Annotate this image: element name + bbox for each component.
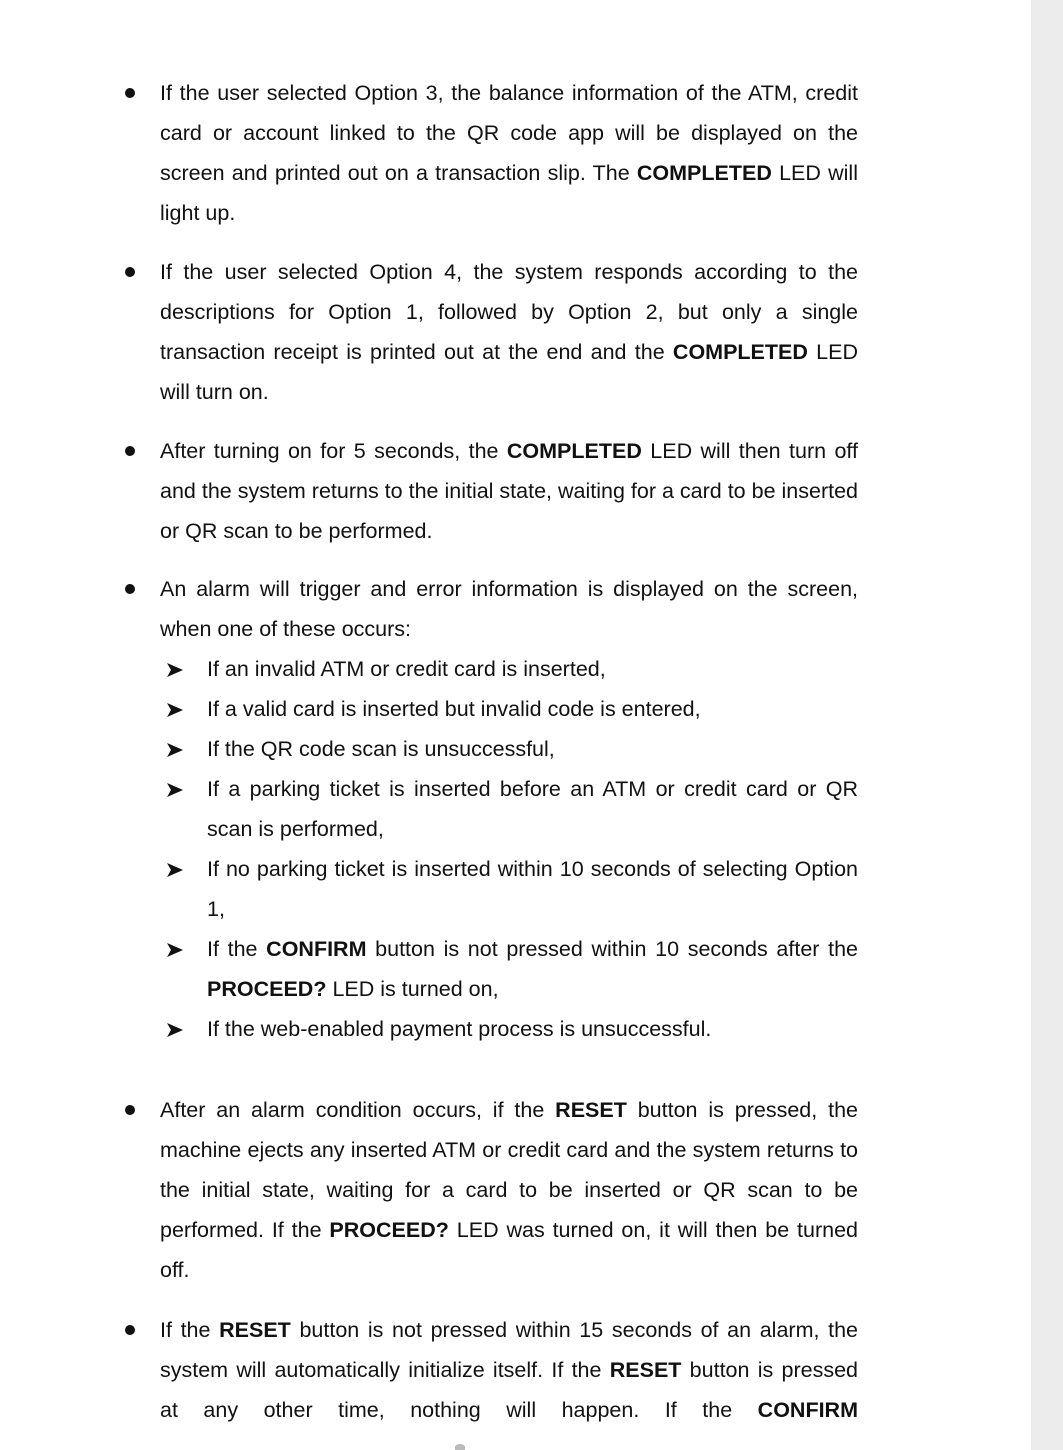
- alarm-condition-item: [207, 649, 858, 689]
- bold-term: CONFIRM: [757, 1398, 858, 1422]
- alarm-condition-item: [207, 689, 858, 729]
- bullet-text: If the user selected Option 3, the balance information of the ATM, credit card or account linked to the QR code app will be displayed on the screen and printed out on a transaction slip. The: [160, 81, 858, 185]
- bullet-dot: [125, 267, 135, 277]
- bullet-text: button is pressed, the machine ejects any inserted ATM or credit card and the system returns to the initial state, waiting for a card to be inserted or QR scan to be performed. If the: [160, 1098, 858, 1242]
- arrow-bullet-icon: [166, 741, 184, 759]
- bold-term: PROCEED?: [329, 1218, 449, 1242]
- alarm-condition-text: If no parking ticket is inserted within 10 seconds of selecting Option 1,: [207, 857, 858, 921]
- bullet-dot: [125, 1325, 135, 1335]
- bullet-option-3: [160, 73, 858, 233]
- alarm-condition-text: If a valid card is inserted but invalid code is entered,: [207, 697, 701, 721]
- bold-term: CONFIRM: [266, 937, 367, 961]
- bullet-dot: [125, 1105, 135, 1115]
- bullet-reset-timeout: [160, 1310, 858, 1430]
- alarm-condition-text: button is not pressed within 10 seconds after the: [366, 937, 858, 961]
- bullet-completed-timeout: [160, 431, 858, 551]
- bullet-text: button is pressed at any other time, nothing will happen. If the: [160, 1358, 858, 1422]
- arrow-bullet-icon: [166, 861, 184, 879]
- alarm-condition-text: If the: [207, 937, 267, 961]
- bullet-dot: [125, 584, 135, 594]
- alarm-condition-text: If the QR code scan is unsuccessful,: [207, 737, 555, 761]
- bold-term: COMPLETED: [636, 161, 772, 185]
- bullet-text: An alarm will trigger and error information is displayed on the screen, when one of these occurs:: [160, 577, 858, 641]
- bullet-text: LED will then turn off and the system returns to the initial state, waiting for a card to be inserted or QR scan to be performed.: [160, 439, 858, 543]
- bold-term: RESET: [219, 1318, 291, 1342]
- alarm-condition-text: LED is turned on,: [326, 977, 499, 1001]
- bold-term: COMPLETED: [506, 439, 642, 463]
- viewer-side-strip: [1031, 0, 1063, 1450]
- arrow-bullet-icon: [166, 1021, 184, 1039]
- bullet-text: After turning on for 5 seconds, the: [160, 439, 507, 463]
- alarm-condition-text: If a parking ticket is inserted before an ATM or credit card or QR scan is performed,: [207, 777, 858, 841]
- bullet-text: LED was turned on, it will then be turned off.: [160, 1218, 858, 1282]
- arrow-bullet-icon: [166, 701, 184, 719]
- bullet-text: button is not pressed within 15 seconds of an alarm, the system will automatically initialize itself. If the: [160, 1318, 858, 1382]
- bold-term: RESET: [555, 1098, 627, 1122]
- alarm-condition-text: If an invalid ATM or credit card is inserted,: [207, 657, 606, 681]
- bullet-text: LED will turn on.: [160, 340, 858, 404]
- bullet-option-4: [160, 252, 858, 412]
- bullet-text: After an alarm condition occurs, if the: [160, 1098, 556, 1122]
- bold-term: COMPLETED: [672, 340, 808, 364]
- bullet-alarm-trigger: [160, 569, 858, 649]
- page-edge-mark: [455, 1444, 465, 1450]
- alarm-condition-item: [207, 769, 858, 849]
- alarm-condition-item: [207, 929, 858, 1009]
- bullet-dot: [125, 446, 135, 456]
- bullet-reset-after-alarm: [160, 1090, 858, 1290]
- arrow-bullet-icon: [166, 941, 184, 959]
- alarm-condition-item: [207, 729, 858, 769]
- alarm-condition-item: [207, 849, 858, 929]
- arrow-bullet-icon: [166, 661, 184, 679]
- arrow-bullet-icon: [166, 781, 184, 799]
- bold-term: PROCEED?: [207, 977, 327, 1001]
- bullet-dot: [125, 88, 135, 98]
- bold-term: RESET: [609, 1358, 682, 1382]
- bullet-text: If the: [160, 1318, 220, 1342]
- bullet-text: If the user selected Option 4, the system responds according to the descriptions for Option 1, followed by Option 2, but only a single transaction receipt is printed out at the end and the: [160, 260, 858, 364]
- alarm-condition-text: If the web-enabled payment process is unsuccessful.: [207, 1017, 712, 1041]
- bullet-text: LED will light up.: [160, 161, 858, 225]
- alarm-condition-item: [207, 1009, 858, 1049]
